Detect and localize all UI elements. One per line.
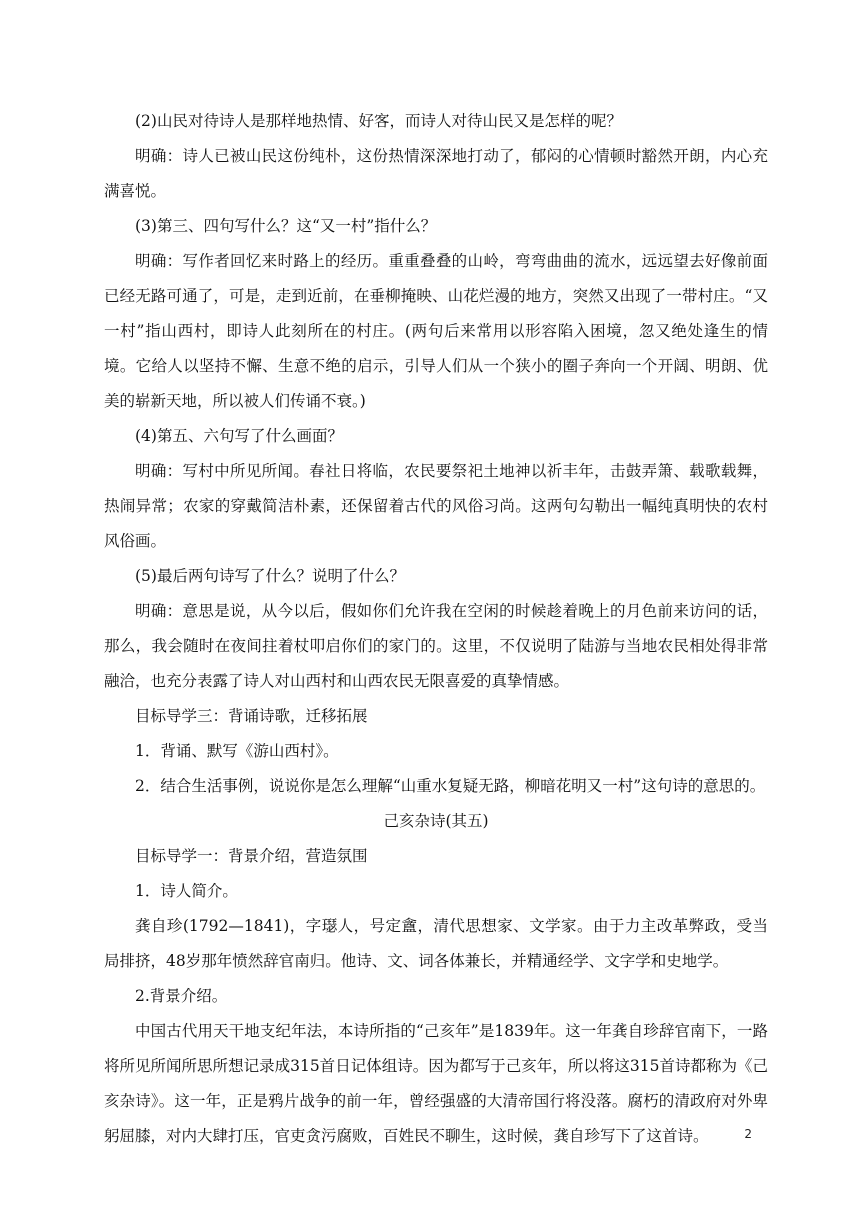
question-5: (5)最后两句诗写了什么？说明了什么？ xyxy=(135,567,405,585)
document-body xyxy=(104,104,768,1154)
answer-4: 明确：写村中所见所闻。春社日将临，农民要祭祀土地神以祈丰年，击鼓弄箫、载歌载舞，热闹异常；农家的穿戴简洁朴素，还保留着古代的风俗习尚。这两句勾勒出一幅纯真明快的农村风俗画。 xyxy=(104,462,768,550)
goal-heading-1: 目标导学一：背景介绍，营造氛围 xyxy=(135,847,368,865)
background-heading: 2.背景介绍。 xyxy=(135,987,228,1005)
page-number: 2 xyxy=(744,1127,752,1141)
question-2: (2)山民对待诗人是那样地热情、好客，而诗人对待山民又是怎样的呢？ xyxy=(135,112,622,130)
poet-intro-text: 龚自珍(1792—1841)，字璱人，号定盦，清代思想家、文学家。由于力主改革弊政，受当局排挤，48岁那年愤然辞官南归。他诗、文、词各体兼长，并精通经学、文字学和史地学。 xyxy=(104,917,768,970)
question-4: (4)第五、六句写了什么画面？ xyxy=(135,427,343,445)
answer-5: 明确：意思是说，从今以后，假如你们允许我在空闲的时候趁着晚上的月色前来访问的话，那么，我会随时在夜间拄着杖叩启你们的家门的。这里，不仅说明了陆游与当地农民相处得非常融洽，也充分表露了诗人对山西村和山西农民无限喜爱的真挚情感。 xyxy=(104,602,768,690)
task-2: 2．结合生活事例，说说你是怎么理解“山重水复疑无路，柳暗花明又一村”这句诗的意思的。 xyxy=(135,777,766,795)
background-text: 中国古代用天干地支纪年法，本诗所指的“己亥年”是1839年。这一年龚自珍辞官南下，一路将所见所闻所思所想记录成315首日记体组诗。因为都写于己亥年，所以将这315首诗都称为《己亥杂诗》。这一年，正是鸦片战争的前一年，曾经强盛的大清帝国行将没落。腐朽的清政府对外卑躬屈膝，对内大肆打压，官吏贪污腐败，百姓民不聊生，这时候，龚自珍写下了这首诗。 xyxy=(104,1022,768,1145)
goal-heading-3: 目标导学三：背诵诗歌，迁移拓展 xyxy=(135,707,368,725)
answer-2: 明确：诗人已被山民这份纯朴，这份热情深深地打动了，郁闷的心情顿时豁然开朗，内心充满喜悦。 xyxy=(104,147,768,200)
answer-3: 明确：写作者回忆来时路上的经历。重重叠叠的山岭，弯弯曲曲的流水，远远望去好像前面已经无路可通了，可是，走到近前，在垂柳掩映、山花烂漫的地方，突然又出现了一带村庄。“又一村”指山西村，即诗人此刻所在的村庄。(两句后来常用以形容陷入困境，忽又绝处逢生的情境。它给人以坚持不懈、生意不绝的启示，引导人们从一个狭小的圈子奔向一个开阔、明朗、优美的崭新天地，所以被人们传诵不衰。) xyxy=(104,252,768,410)
question-3: (3)第三、四句写什么？这“又一村”指什么？ xyxy=(135,217,437,235)
poet-intro-heading: 1．诗人简介。 xyxy=(135,882,238,900)
section-title: 己亥杂诗(其五) xyxy=(383,812,489,830)
task-1: 1．背诵、默写《游山西村》。 xyxy=(135,742,339,760)
